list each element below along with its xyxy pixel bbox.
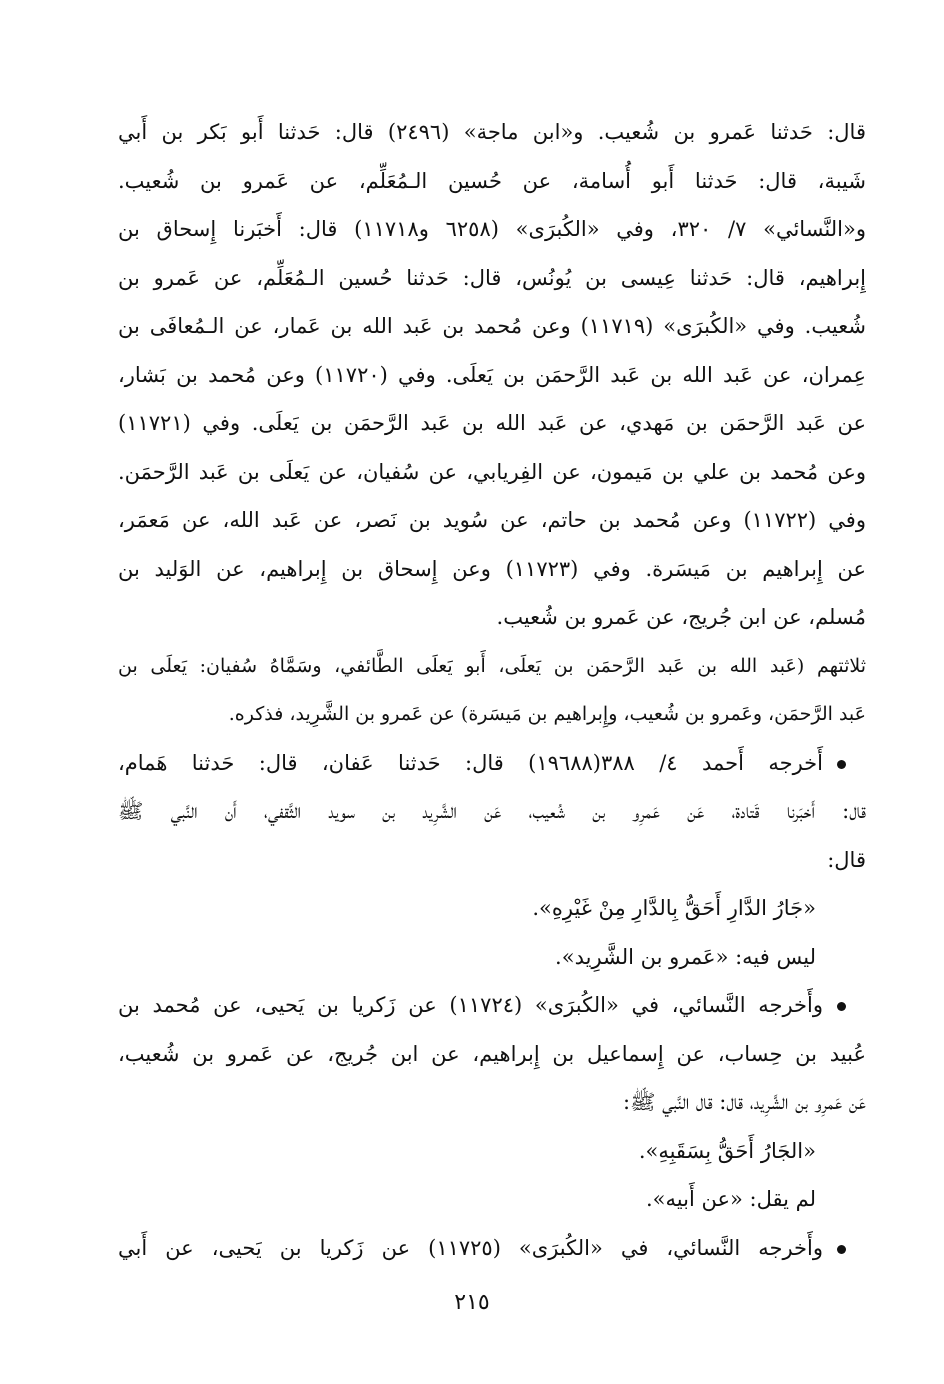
bullet-line: [118, 981, 866, 1030]
editor-note: لم يقل: «عن أَبيه».: [645, 1187, 816, 1211]
text-line: عَبد الرَّحمَن، وعَمرو بن شُعيب، وإِبراهيم بن مَيسَرة) عن عَمرو بن الشَّرِيد، فذكره.: [228, 703, 866, 725]
bullet-icon: [837, 1245, 846, 1254]
text-line: وفي (١١٧٢٢) وعن مُحمد بن حاتم، عن سُويد بن نَصر، عن عَبد الله، عن مَعمَر،: [118, 508, 866, 532]
bullet-icon: [837, 760, 846, 769]
text-line: وعن مُحمد بن علي بن مَيمون، عن الفِريابي، عن سُفيان، عن يَعلَى بن عَبد الرَّحمَن.: [118, 459, 866, 484]
text-line: عُبيد بن حِساب، عن إِسماعيل بن إِبراهيم، عن ابن جُريج، عن عَمرو بن شُعيب،: [118, 1041, 866, 1066]
text-line: وأَخرجه النَّسائي، في «الكُبرَى» (١١٧٢٤) عن زَكريا بن يَحيى، عن مُحمد بن: [118, 993, 823, 1017]
editor-note: ليس فيه: «عَمرو بن الشَّرِيد».: [555, 944, 816, 969]
text-line: مُسلم، عن ابن جُريج، عن عَمرو بن شُعيب.: [496, 605, 866, 629]
text-line: قال: حَدثنا عَمرو بن شُعيب. و«ابن ماجة» (٢٤٩٦) قال: حَدثنا أَبو بَكر بن أَبي: [118, 120, 866, 144]
page-body: [118, 108, 866, 1272]
text-line: إِبراهيم، قال: حَدثنا عِيسى بن يُونُس، قال: حَدثنا حُسين الـمُعَلِّم، عن عَمرو بن: [118, 265, 866, 290]
text-line: شُعيب. وفي «الكُبرَى» (١١٧١٩) وعن مُحمد بن عَبد الله بن عَمار، عن الـمُعافَى بن: [118, 314, 866, 338]
text-line: عن إِبراهيم بن مَيسَرة. وفي (١١٧٢٣) وعن إِسحاق بن إِبراهيم، عن الوَليد بن: [118, 556, 866, 581]
text-line: عن عَبد الرَّحمَن بن مَهدي، عن عَبد الله بن عَبد الرَّحمَن بن يَعلَى. وفي (١١٧٢١): [118, 411, 866, 435]
hadith-quote: «الجَارُ أَحَقُّ بِسَقَبِهِ».: [638, 1138, 816, 1163]
text-line: قال: أَخبَرنا قَتادة، عَن عَمرِو بن شُعيب، عَن الشَّرِيد بن سويد الثَّقفي، أَن النَّبي ﷺ: [118, 799, 866, 823]
bullet-line: [118, 739, 866, 788]
text-line: قال:: [827, 847, 866, 872]
text-line: أَخرجه أَحمد ٤/ ٣٨٨(١٩٦٨٨) قال: حَدثنا عَفان، قال: حَدثنا هَمام،: [118, 750, 823, 775]
text-line: وأَخرجه النَّسائي، في «الكُبرَى» (١١٧٢٥) عن زَكريا بن يَحيى، عن أَبي: [118, 1235, 824, 1260]
bullet-line: [118, 1224, 866, 1273]
text-line: ثلاثتهم (عَبد الله بن عَبد الرَّحمَن بن يَعلَى، أَبو يَعلَى الطَّائفي، وسَمَّاهُ سُفيان: يَعلَى بن: [118, 654, 866, 677]
text-line: شَيبة، قال: حَدثنا أَبو أُسامة، عن حُسين الـمُعَلِّم، عن عَمرو بن شُعيب.: [118, 168, 866, 193]
bullet-icon: [837, 1002, 846, 1011]
text-line: و«النَّسائي» ٧/ ٣٢٠، وفي «الكُبرَى» (٦٢٥٨ و١١٧١٨) قال: أَخبَرنا إِسحاق بن: [118, 217, 866, 241]
text-line: عِمران، عن عَبد الله بن عَبد الرَّحمَن بن يَعلَى. وفي (١١٧٢٠) وعن مُحمد بن بَشار،: [118, 362, 866, 387]
text-line: عَن عَمرِو بن الشَّرِيد، قال: قال النَّبي ﷺ:: [623, 1090, 866, 1114]
hadith-quote: «جَارُ الدَّارِ أَحَقُّ بِالدَّارِ مِنْ غَيْرِهِ».: [532, 896, 816, 920]
page-number: ٢١٥: [454, 1290, 490, 1315]
